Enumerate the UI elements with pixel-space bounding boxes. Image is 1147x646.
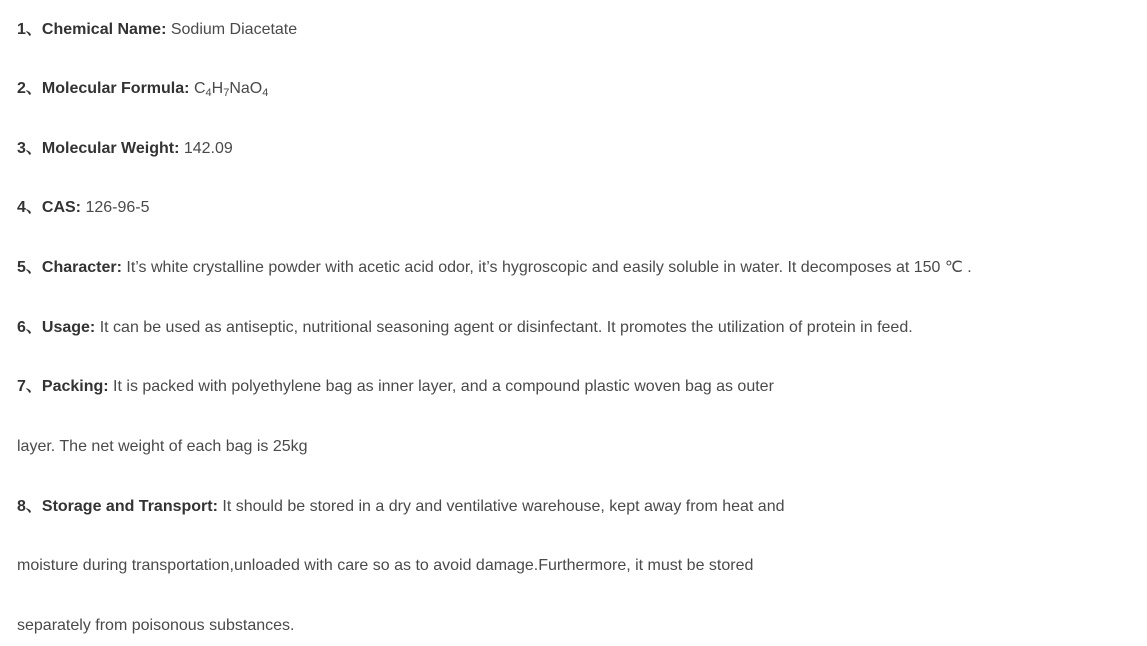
spec-value: It is packed with polyethylene bag as inner layer, and a compound plastic woven bag as outer bbox=[113, 378, 774, 395]
spec-value: It’s white crystalline powder with acetic acid odor, it’s hygroscopic and easily soluble in water. It decomposes at 150 ℃ . bbox=[126, 259, 972, 276]
spec-label: 7、Packing: bbox=[17, 378, 109, 395]
spec-character bbox=[17, 257, 972, 279]
spec-label: 8、Storage and Transport: bbox=[17, 498, 218, 515]
spec-label: 1、Chemical Name: bbox=[17, 21, 167, 38]
spec-label: 2、Molecular Formula: bbox=[17, 80, 190, 97]
spec-value: 142.09 bbox=[183, 140, 233, 157]
spec-value: Sodium Diacetate bbox=[170, 21, 298, 38]
spec-storage-transport bbox=[17, 496, 785, 518]
spec-cas bbox=[17, 197, 150, 219]
spec-value: It can be used as antiseptic, nutritional seasoning agent or disinfectant. It promotes the utilization of protein in feed. bbox=[99, 319, 913, 336]
spec-packing bbox=[17, 376, 774, 398]
spec-value: layer. The net weight of each bag is 25kg bbox=[17, 438, 308, 455]
spec-value: moisture during transportation,unloaded with care so as to avoid damage.Furthermore, it must be stored bbox=[17, 557, 754, 574]
spec-storage-continuation bbox=[17, 555, 753, 577]
spec-label: 6、Usage: bbox=[17, 319, 96, 336]
spec-value: 126-96-5 bbox=[85, 199, 150, 216]
spec-chemical-name bbox=[17, 19, 297, 41]
spec-storage-continuation bbox=[17, 615, 294, 637]
spec-label: 4、CAS: bbox=[17, 199, 82, 216]
formula-value: $C_4H_7NaO_4$ bbox=[193, 80, 269, 99]
spec-usage bbox=[17, 317, 913, 339]
spec-packing-continuation bbox=[17, 436, 308, 458]
spec-label: 3、Molecular Weight: bbox=[17, 140, 180, 157]
spec-label: 5、Character: bbox=[17, 259, 122, 276]
spec-value: It should be stored in a dry and ventilative warehouse, kept away from heat and bbox=[222, 498, 785, 515]
spec-value: separately from poisonous substances. bbox=[17, 617, 295, 634]
spec-molecular-formula bbox=[17, 78, 268, 100]
spec-molecular-weight bbox=[17, 138, 233, 160]
